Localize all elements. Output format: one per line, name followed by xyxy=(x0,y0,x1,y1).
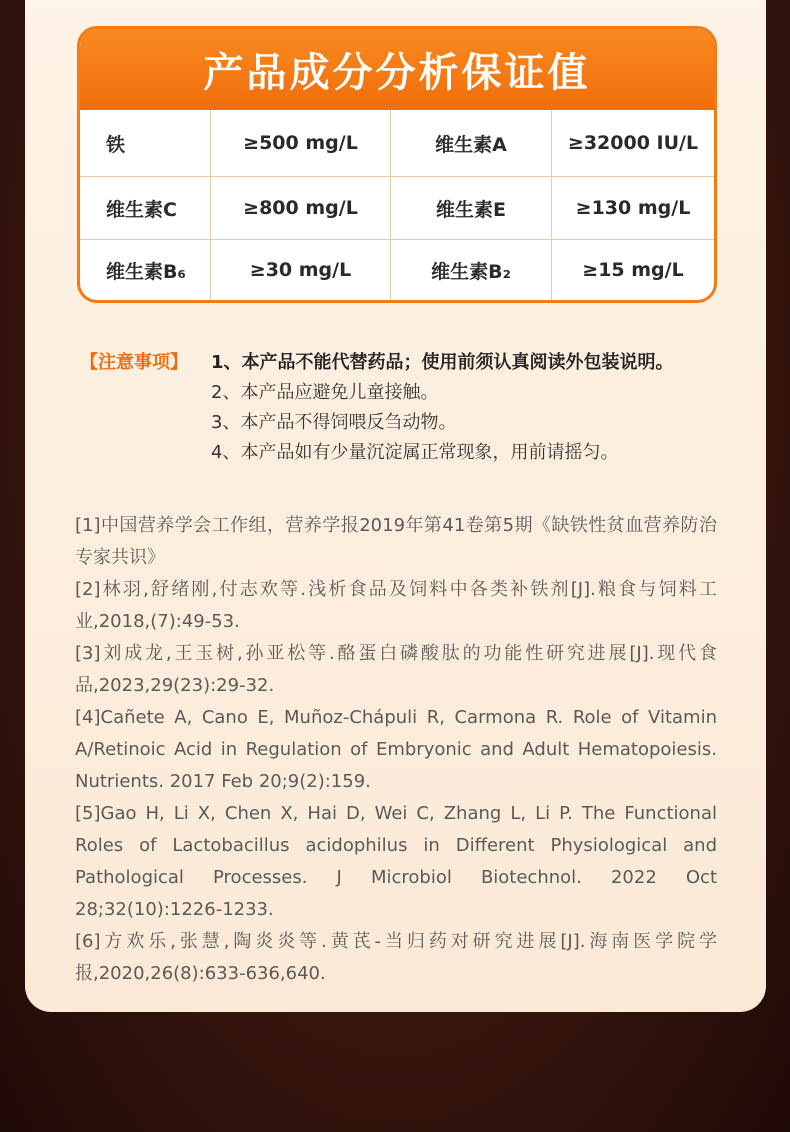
note-item: 2、本产品应避免儿童接触。 xyxy=(211,382,439,403)
reference-item: [5]Gao H, Li X, Chen X, Hai D, Wei C, Zhang L, Li P. The Functional Roles of Lactobacillus acidophilus in Different Physiological and Pathological Processes. J Microbiol Biotechnol. 2022 Oct 28;32(10):1226-1233. xyxy=(75,803,717,920)
ingredient-table xyxy=(77,26,717,303)
table-cell: 维生素C xyxy=(80,177,211,240)
table-cell: 维生素A xyxy=(391,110,552,177)
table-cell: 维生素B₆ xyxy=(80,240,211,300)
table-title: 产品成分分析保证值 xyxy=(80,29,714,110)
notes-title: 【注意事项】 xyxy=(80,352,188,373)
table-grid xyxy=(80,110,714,300)
reference-item: [4]Cañete A, Cano E, Muñoz-Chápuli R, Carmona R. Role of Vitamin A/Retinoic Acid in Regulation of Embryonic and Adult Hematopoiesis. Nutrients. 2017 Feb 20;9(2):159. xyxy=(75,707,717,792)
notes-list xyxy=(211,348,771,468)
table-cell: ≥32000 IU/L xyxy=(552,110,714,177)
table-cell: ≥15 mg/L xyxy=(582,259,684,281)
note-item: 1、本产品不能代替药品；使用前须认真阅读外包装说明。 xyxy=(211,352,674,373)
table-cell: ≥30 mg/L xyxy=(211,240,391,300)
reference-item: [6]方欢乐,张慧,陶炎炎等.黄芪-当归药对研究进展[J].海南医学院学报,2020,26(8):633-636,640. xyxy=(75,931,717,984)
reference-item: [2]林羽,舒绪刚,付志欢等.浅析食品及饲料中各类补铁剂[J].粮食与饲料工业,2018,(7):49-53. xyxy=(75,579,717,632)
table-cell: 维生素E xyxy=(391,177,552,240)
table-cell: ≥130 mg/L xyxy=(552,177,714,240)
reference-item: [1]中国营养学会工作组，营养学报2019年第41卷第5期《缺铁性贫血营养防治专家共识》 xyxy=(75,515,717,568)
table-cell: 铁 xyxy=(80,110,211,177)
note-item: 3、本产品不得饲喂反刍动物。 xyxy=(211,412,457,433)
note-item: 4、本产品如有少量沉淀属正常现象，用前请摇匀。 xyxy=(211,442,619,463)
references-section xyxy=(75,510,717,990)
reference-item: [3]刘成龙,王玉树,孙亚松等.酪蛋白磷酸肽的功能性研究进展[J].现代食品,2023,29(23):29-32. xyxy=(75,643,717,696)
table-cell: ≥800 mg/L xyxy=(211,177,391,240)
table-cell: ≥500 mg/L xyxy=(211,110,391,177)
table-cell: 维生素B₂ xyxy=(391,240,552,300)
content-card xyxy=(25,0,766,1012)
